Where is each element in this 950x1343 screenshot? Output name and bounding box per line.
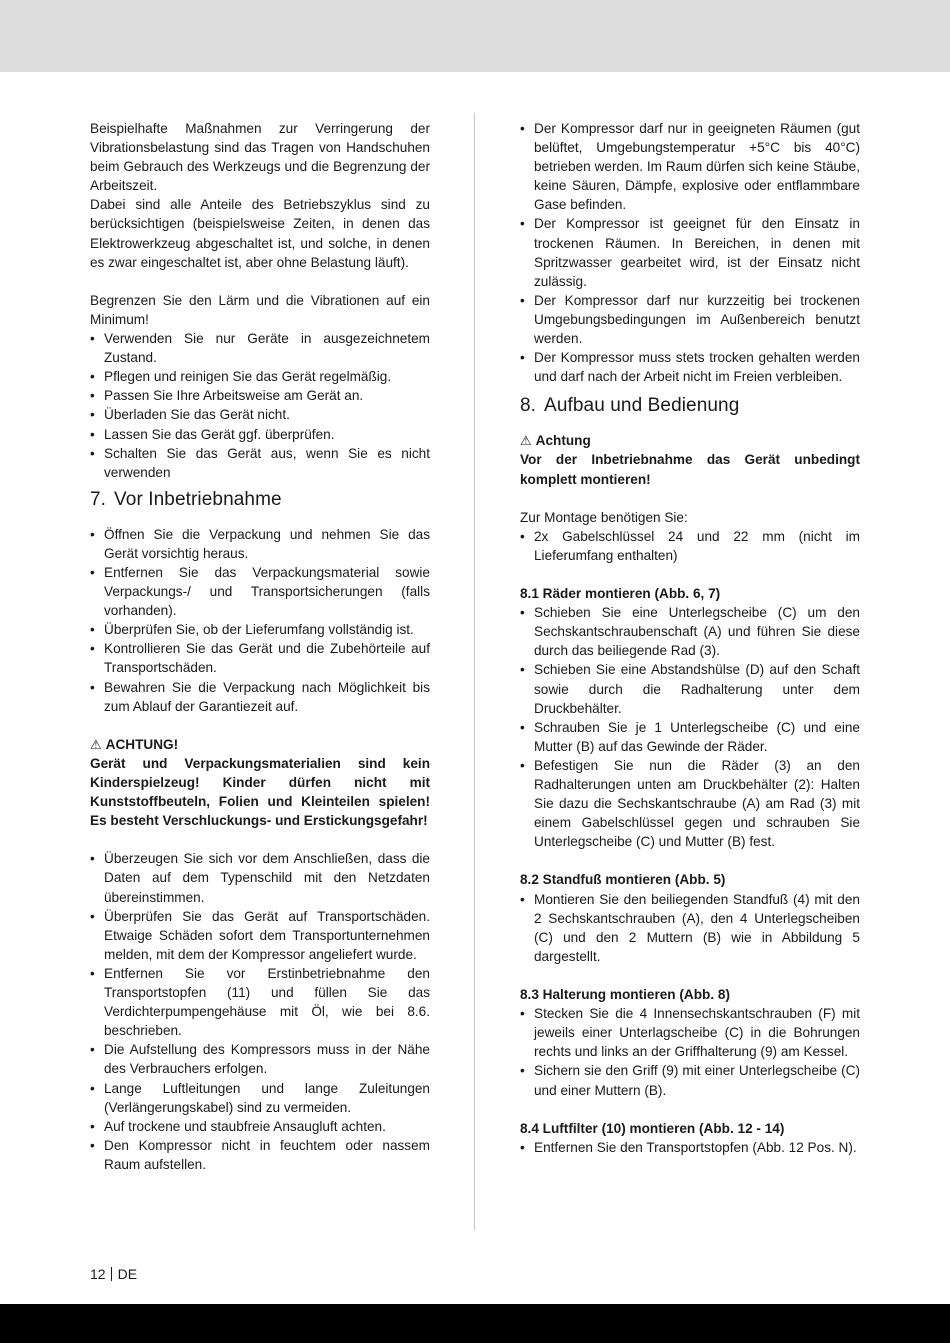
list-item: • Die Aufstellung des Kompressors muss in der Nähe des Verbrauchers erfolgen. (90, 1040, 430, 1078)
list-item: • Kontrollieren Sie das Gerät und die Zubehörteile auf Transportschäden. (90, 639, 430, 677)
footer-band (0, 1304, 950, 1343)
list-item: • Schieben Sie eine Unterlegscheibe (C) um den Sechskantschraubenschaft (A) und führen Sie diese durch das beiliegende Rad (3). (520, 603, 860, 660)
warning-title: Achtung (535, 433, 591, 449)
list-noise-measures (90, 329, 430, 482)
list-item: • Lange Luftleitungen und lange Zuleitungen (Verlängerungskabel) sind zu vermeiden. (90, 1079, 430, 1117)
column-divider (474, 113, 475, 1230)
section-8-heading (520, 394, 860, 418)
montage-intro: Zur Montage benötigen Sie: (520, 509, 688, 525)
list-item: • Überprüfen Sie das Gerät auf Transportschäden. Etwaige Schäden sofort dem Transportunternehmen melden, mit dem der Kompressor angeliefert wurde. (90, 907, 430, 964)
list-item: • Auf trockene und staubfreie Ansaugluft achten. (90, 1117, 430, 1136)
warning-text: Vor der Inbetriebnahme das Gerät unbedingt komplett montieren! (520, 452, 860, 487)
list-item: • Überzeugen Sie sich vor dem Anschließen, dass die Daten auf dem Typenschild mit den Netzdaten übereinstimmen. (90, 849, 430, 906)
right-column (520, 119, 860, 1157)
warning-heading (90, 735, 430, 754)
list-item: • Passen Sie Ihre Arbeitsweise am Gerät an. (90, 386, 430, 405)
list-item: • Der Kompressor ist geeignet für den Einsatz in trockenen Räumen. In Bereichen, in denen mit Spritzwasser gearbeitet wird, ist der Einsatz nicht zulässig. (520, 214, 860, 290)
list-air-filter (520, 1138, 860, 1157)
subsection-8-2-title: 8.2 Standfuß montieren (Abb. 5) (520, 872, 726, 888)
list-item: • Bewahren Sie die Verpackung nach Möglichkeit bis zum Ablauf der Garantiezeit auf. (90, 678, 430, 716)
paragraph-limit-noise: Begrenzen Sie den Lärm und die Vibrationen auf ein Minimum! (90, 292, 430, 327)
warning-icon: ⚠ (90, 736, 102, 752)
list-item: • Montieren Sie den beiliegenden Standfuß (4) mit den 2 Sechskantschrauben (A), den 4 Unterlegscheiben (C) und den 2 Muttern (B) wie in Abbildung 5 dargestellt. (520, 890, 860, 966)
warning-heading (520, 431, 860, 450)
warning-title: ACHTUNG! (105, 736, 179, 752)
list-item: • Lassen Sie das Gerät ggf. überprüfen. (90, 425, 430, 444)
list-setup-notes (90, 849, 430, 1174)
list-item: • Der Kompressor darf nur in geeigneten Räumen (gut belüftet, Umgebungstemperatur +5°C bis 40°C) betrieben werden. Im Raum dürfen sich keine Stäube, keine Säuren, Dämpfe, explosive oder entflammbare Gase befinden. (520, 119, 860, 214)
warning-text: Gerät und Verpackungsmaterialien sind kein Kinderspielzeug! Kinder dürfen nicht mit Kunststoffbeuteln, Folien und Kleinteilen spielen! Es besteht Verschluckungs- und Erstickungsgefahr! (90, 755, 430, 829)
paragraph-vibration-measures: Beispielhafte Maßnahmen zur Verringerung der Vibrationsbelastung sind das Tragen von Handschuhen beim Gebrauch des Werkzeugs und die Begrenzung der Arbeitszeit. (90, 121, 430, 194)
list-item: • Entfernen Sie vor Erstinbetriebnahme den Transportstopfen (11) und füllen Sie das Verdichterpumpengehäuse mit Öl, wie bei 8.6. beschrieben. (90, 964, 430, 1040)
list-item: • 2x Gabelschlüssel 24 und 22 mm (nicht im Lieferumfang enthalten) (520, 527, 860, 565)
list-before-commissioning (90, 525, 430, 716)
page-number: 12 (90, 1266, 106, 1282)
list-wheels (520, 603, 860, 851)
section-8-title: Aufbau und Bedienung (544, 395, 740, 417)
section-8-number: 8. (520, 395, 537, 417)
list-item: • Stecken Sie die 4 Innensechskantschrauben (F) mit jeweils einer Unterlagscheibe (C) in die Bohrungen rechts und links an der Griffhalterung (9) am Kessel. (520, 1004, 860, 1061)
list-item: • Verwenden Sie nur Geräte in ausgezeichnetem Zustand. (90, 329, 430, 367)
list-item: • Überprüfen Sie, ob der Lieferumfang vollständig ist. (90, 620, 430, 639)
list-item: • Der Kompressor muss stets trocken gehalten werden und darf nach der Arbeit nicht im Freien verbleiben. (520, 348, 860, 386)
subsection-8-3-title: 8.3 Halterung montieren (Abb. 8) (520, 987, 730, 1003)
list-item: • Sichern sie den Griff (9) mit einer Unterlegscheibe (C) und einer Muttern (B). (520, 1061, 860, 1099)
list-compressor-location (520, 119, 860, 386)
list-item: • Öffnen Sie die Verpackung und nehmen Sie das Gerät vorsichtig heraus. (90, 525, 430, 563)
section-7-title: Vor Inbetriebnahme (114, 488, 282, 510)
header-band (0, 0, 950, 72)
list-item: • Der Kompressor darf nur kurzzeitig bei trockenen Umgebungsbedingungen im Außenbereich benutzt werden. (520, 291, 860, 348)
list-item: • Entfernen Sie den Transportstopfen (Abb. 12 Pos. N). (520, 1138, 860, 1157)
page-footer (90, 1265, 137, 1283)
list-montage-tools (520, 527, 860, 565)
list-holder (520, 1004, 860, 1099)
list-item: • Schalten Sie das Gerät aus, wenn Sie es nicht verwenden (90, 444, 430, 482)
footer-separator (111, 1267, 112, 1281)
language-code: DE (117, 1266, 138, 1282)
section-7-number: 7. (90, 488, 107, 510)
paragraph-operating-cycle: Dabei sind alle Anteile des Betriebszyklus sind zu berücksichtigen (beispielsweise Zeiten, in denen das Elektrowerkzeug abgeschaltet ist, und solche, in denen es zwar eingeschaltet ist, aber ohne Belastung läuft). (90, 197, 430, 270)
subsection-8-1-title: 8.1 Räder montieren (Abb. 6, 7) (520, 586, 721, 602)
warning-icon: ⚠ (520, 433, 532, 449)
list-item: • Befestigen Sie nun die Räder (3) an den Radhalterungen unten am Druckbehälter (2): Halten Sie dazu die Sechskantschraube (A) am Rad (3) mit einem Gabelschlüssel gegen und schrauben Sie Unterlegscheibe (C) und Mutter (B) fest. (520, 756, 860, 851)
subsection-8-4-title: 8.4 Luftfilter (10) montieren (Abb. 12 - 14) (520, 1120, 785, 1136)
list-item: • Entfernen Sie das Verpackungsmaterial sowie Verpackungs-/ und Transportsicherungen (falls vorhanden). (90, 563, 430, 620)
list-item: • Schieben Sie eine Abstandshülse (D) auf den Schaft sowie durch die Radhalterung unter dem Druckbehälter. (520, 660, 860, 717)
list-item: • Den Kompressor nicht in feuchtem oder nassem Raum aufstellen. (90, 1136, 430, 1174)
list-item: • Pflegen und reinigen Sie das Gerät regelmäßig. (90, 367, 430, 386)
list-stand (520, 890, 860, 966)
section-7-heading (90, 488, 430, 512)
left-column (90, 119, 430, 1174)
list-item: • Schrauben Sie je 1 Unterlegscheibe (C) und eine Mutter (B) auf das Gewinde der Räder. (520, 718, 860, 756)
list-item: • Überladen Sie das Gerät nicht. (90, 405, 430, 424)
